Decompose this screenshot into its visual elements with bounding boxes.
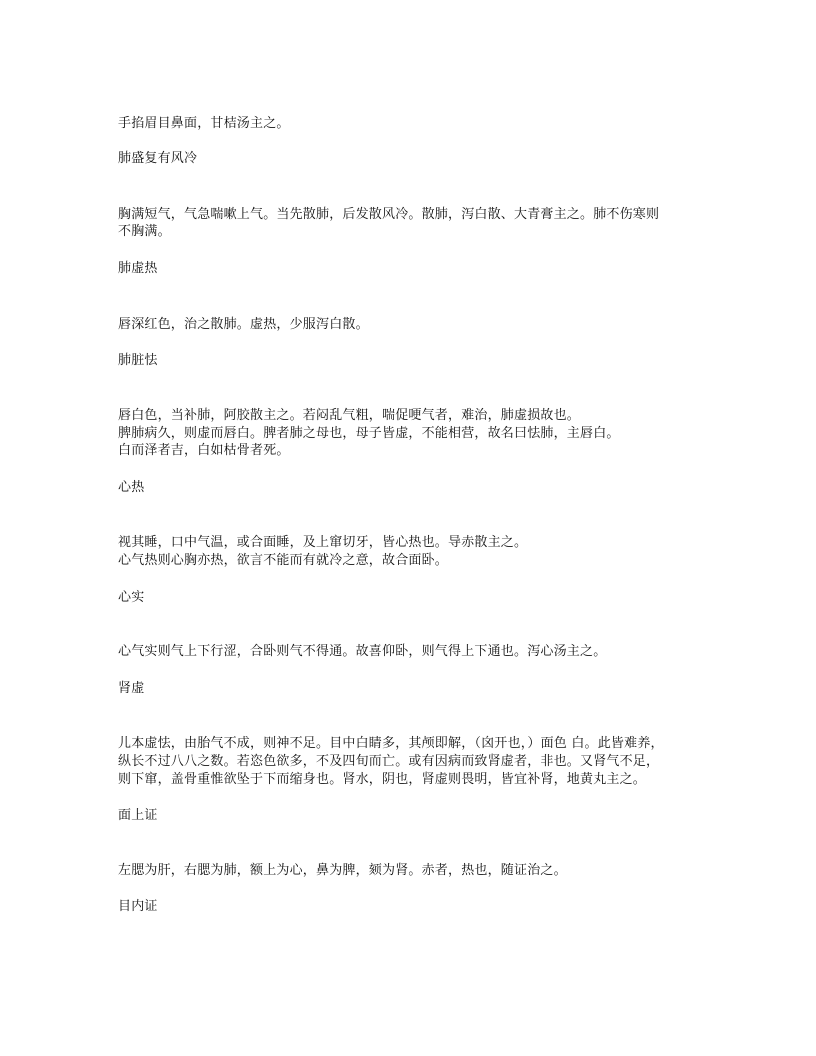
paragraph-line: 手掐眉目鼻面，甘桔汤主之。 xyxy=(118,116,290,131)
paragraph-line: 心气热则心胸亦热，欲言不能而有就冷之意，故合面卧。 xyxy=(118,553,449,568)
paragraph-line: 白而泽者吉，白如枯骨者死。 xyxy=(118,443,290,458)
section-heading-fei-sheng: 肺盛复有风冷 xyxy=(118,151,198,166)
paragraph-line: 则下窜，盖骨重惟欲坠于下而缩身也。肾水，阴也，肾虚则畏明，皆宜补肾，地黄丸主之。 xyxy=(118,772,647,787)
paragraph-line: 纵长不过八八之数。若恣色欲多，不及四旬而亡。或有因病而致肾虚者，非也。又肾气不足， xyxy=(118,754,660,769)
section-heading-xin-shi: 心实 xyxy=(118,590,145,605)
section-heading-mu-nei-zheng: 目内证 xyxy=(118,899,158,914)
paragraph-line: 不胸满。 xyxy=(118,224,171,239)
section-heading-fei-xu-re: 肺虚热 xyxy=(118,261,158,276)
section-heading-mian-shang-zheng: 面上证 xyxy=(118,808,158,823)
paragraph-line: 唇白色，当补肺，阿胶散主之。若闷乱气粗，喘促哽气者，难治，肺虚损故也。 xyxy=(118,408,581,423)
section-heading-shen-xu: 肾虚 xyxy=(118,681,145,696)
section-heading-fei-zang-qie: 肺脏怯 xyxy=(118,353,158,368)
paragraph-line: 左腮为肝，右腮为肺，额上为心，鼻为脾，颏为肾。赤者，热也，随证治之。 xyxy=(118,863,567,878)
document-page xyxy=(118,0,698,1056)
paragraph-line: 心气实则气上下行涩，合卧则气不得通。故喜仰卧，则气得上下通也。泻心汤主之。 xyxy=(118,644,607,659)
paragraph-line: 胸满短气，气急喘嗽上气。当先散肺，后发散风冷。散肺，泻白散、大青膏主之。肺不伤寒则 xyxy=(118,207,660,222)
paragraph-line: 视其睡，口中气温，或合面睡，及上窜切牙，皆心热也。导赤散主之。 xyxy=(118,535,528,550)
paragraph-line: 脾肺病久，则虚而唇白。脾者肺之母也，母子皆虚，不能相营，故名曰怯肺，主唇白。 xyxy=(118,426,620,441)
paragraph-line: 唇深红色，治之散肺。虚热，少服泻白散。 xyxy=(118,317,369,332)
section-heading-xin-re: 心热 xyxy=(118,480,145,495)
paragraph-line: 儿本虚怯，由胎气不成，则神不足。目中白睛多，其颅即解，（囟开也，）面色 白。此皆难养， xyxy=(118,736,664,751)
